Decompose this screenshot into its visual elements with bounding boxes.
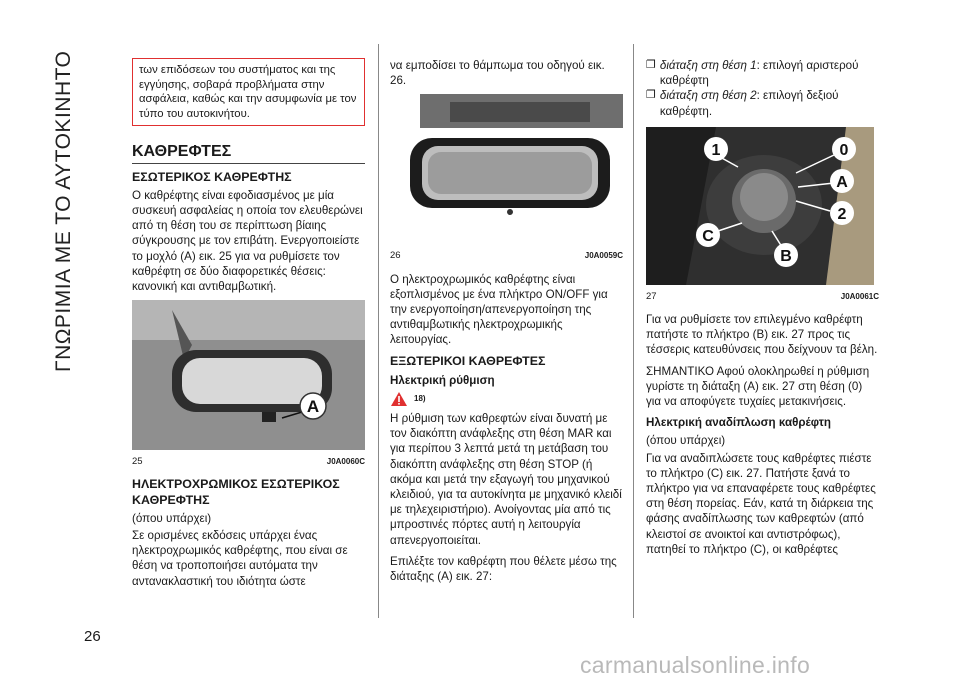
figure-26-number: 26	[390, 250, 401, 262]
page-number: 26	[84, 628, 101, 645]
side-chapter-title: ΓΝΩΡΙΜΙΑ ΜΕ ΤΟ ΑΥΤΟΚΙΝΗΤΟ	[52, 50, 75, 372]
mirror-control-switch-illustration	[646, 127, 874, 285]
warning-reference-number: 18)	[414, 394, 426, 404]
figure-26	[390, 94, 623, 244]
figure-27-label-2: 2	[837, 205, 847, 223]
figure-27	[646, 127, 879, 285]
figure-27-caption	[646, 289, 879, 304]
column-divider-1	[378, 44, 379, 618]
column-divider-2	[633, 44, 634, 618]
electric-adjustment-title: Ηλεκτρική ρύθμιση	[390, 373, 495, 387]
option-right-mirror	[646, 88, 879, 118]
option-2-label: διάταξη στη θέση 2	[659, 89, 757, 103]
figure-26-caption	[390, 248, 623, 263]
figure-25-label-a: A	[306, 397, 320, 417]
option-2-desc: : επιλογή δεξιού καθρέφτη.	[659, 89, 839, 118]
col2-top-text: να εμποδίσει το θάμπωμα του οδηγού εικ. 26.	[390, 59, 605, 88]
warning-triangle-icon	[390, 391, 408, 407]
folding-text: Για να αναδιπλώσετε τους καθρέφτες πιέστε το πλήκτρο (C) εικ. 27. Πατήστε ξανά το πλήκτρο για να επαναφέρετε τους καθρέφτες στη θέση πορείας. Εάν, κατά τη διάρκεια της φάσης αναδίπλωσης των καθρεφτών (από κλειστοί σε ανοικτοί και αντιστρόφως), πατηθεί το πλήκτρο (C), οι καθρέφτες	[646, 451, 876, 556]
option-left-mirror	[646, 58, 879, 88]
figure-27-label-a: A	[836, 173, 848, 191]
figure-27-label-0: 0	[839, 141, 849, 159]
exterior-mirrors-title: ΕΞΩΤΕΡΙΚΟΙ ΚΑΘΡΕΦΤΕΣ	[390, 353, 546, 368]
section-title-mirrors: ΚΑΘΡΕΦΤΕΣ	[132, 144, 365, 163]
folding-availability: (όπου υπάρχει)	[646, 434, 726, 448]
figure-27-number: 27	[646, 290, 657, 302]
figure-26-code: J0A0059C	[584, 251, 623, 261]
figure-25-code: J0A0060C	[326, 457, 365, 467]
option-1-label: διάταξη στη θέση 1	[659, 59, 757, 72]
warning-box: των επιδόσεων του συστήματος και της εγγύησης, σοβαρά προβλήματα στην ασφάλεια, καθώς και την ασυμφωνία με τον τύπο του αυτοκινήτου.	[132, 58, 365, 126]
electrochromic-mirror-title: ΗΛΕΚΤΡΟΧΡΩΜΙΚΟΣ ΕΣΩΤΕΡΙΚΟΣ ΚΑΘΡΕΦΤΗΣ	[132, 477, 340, 507]
interior-mirror-title: ΕΣΩΤΕΡΙΚΟΣ ΚΑΘΡΕΦΤΗΣ	[132, 169, 292, 184]
figure-25	[132, 300, 365, 450]
column-3	[646, 58, 879, 563]
figure-27-label-1: 1	[711, 141, 721, 159]
warning-reference	[390, 391, 623, 407]
interior-mirror-text: Ο καθρέφτης είναι εφοδιασμένος με μία συσκευή ασφαλείας η οποία τον ελευθερώνει από τη θέση του σε περίπτωση βίαιης σύγκρουσης με τον επιβάτη. Ενεργοποιείστε το μοχλό (A) εικ. 25 για να ρυθμίσετε τον καθρέφτη σε δύο διαφορετικές θέσεις: κανονική και αντιθαμβωτική.	[132, 188, 363, 293]
important-note-text: ΣΗΜΑΝΤΙΚΟ Αφού ολοκληρωθεί η ρύθμιση γυρίστε τη διάταξη (A) εικ. 27 στη θέση (0) για να αποφύγετε τυχαίες μετακινήσεις.	[646, 364, 870, 409]
checkbox-square-icon: ❐	[646, 59, 656, 71]
adjustment-conditions-text: Η ρύθμιση των καθρεφτών είναι δυνατή με τον διακόπτη ανάφλεξης στη θέση MAR και για περίπου 3 λεπτά μετά τη μετάβαση του διακόπτη ανάφλεξης στη θέση STOP (ή ακόμα και μετά την εξαγωγή του μηχανικού κλειδιού, για τα αυτοκίνητα με μηχανικό κλειδί με τηλεχειριστήριο). Ανοίγοντας μία από τις μπροστινές πόρτες αυτή η λειτουργία απενεργοποιείται.	[390, 412, 622, 547]
figure-25-number: 25	[132, 456, 143, 468]
interior-mirror-illustration	[132, 300, 365, 450]
electrochromic-text: Σε ορισμένες εκδόσεις υπάρχει ένας ηλεκτροχρωμικός καθρέφτης, που είναι σε θέση να τροποποιήσει αυτόματα την αντανακλαστική του ιδιότητα ώστε	[132, 529, 348, 588]
footer-watermark-logo: carmanualsonline.info	[580, 652, 811, 678]
electrochromic-button-text: Ο ηλεκτροχρωμικός καθρέφτης είναι εξοπλισμένος με ένα πλήκτρο ON/OFF για την ενεργοποίηση/απενεργοποίηση της αντιθαμβωτικής ηλεκτροχρωμικής λειτουργίας.	[390, 272, 608, 347]
select-mirror-text: Επιλέξτε τον καθρέφτη που θέλετε μέσω της διάταξης (A) εικ. 27:	[390, 554, 617, 584]
figure-27-label-c: C	[702, 227, 714, 245]
electrochromic-mirror-illustration	[390, 94, 623, 244]
electrochromic-availability: (όπου υπάρχει)	[132, 511, 212, 525]
figure-27-code: J0A0061C	[840, 291, 879, 301]
adjust-mirror-text: Για να ρυθμίσετε τον επιλεγμένο καθρέφτη πατήστε το πλήκτρο (B) εικ. 27 προς τις τέσσερις κατευθύνσεις που δείχνουν τα βέλη.	[646, 313, 878, 357]
figure-27-label-b: B	[780, 247, 792, 265]
column-2	[390, 58, 623, 590]
electric-folding-title: Ηλεκτρική αναδίπλωση καθρέφτη	[646, 416, 831, 430]
checkbox-square-icon: ❐	[646, 89, 656, 102]
column-1	[132, 58, 365, 595]
figure-25-caption	[132, 454, 365, 469]
option-1-desc: : επιλογή αριστερού καθρέφτη	[659, 59, 859, 88]
